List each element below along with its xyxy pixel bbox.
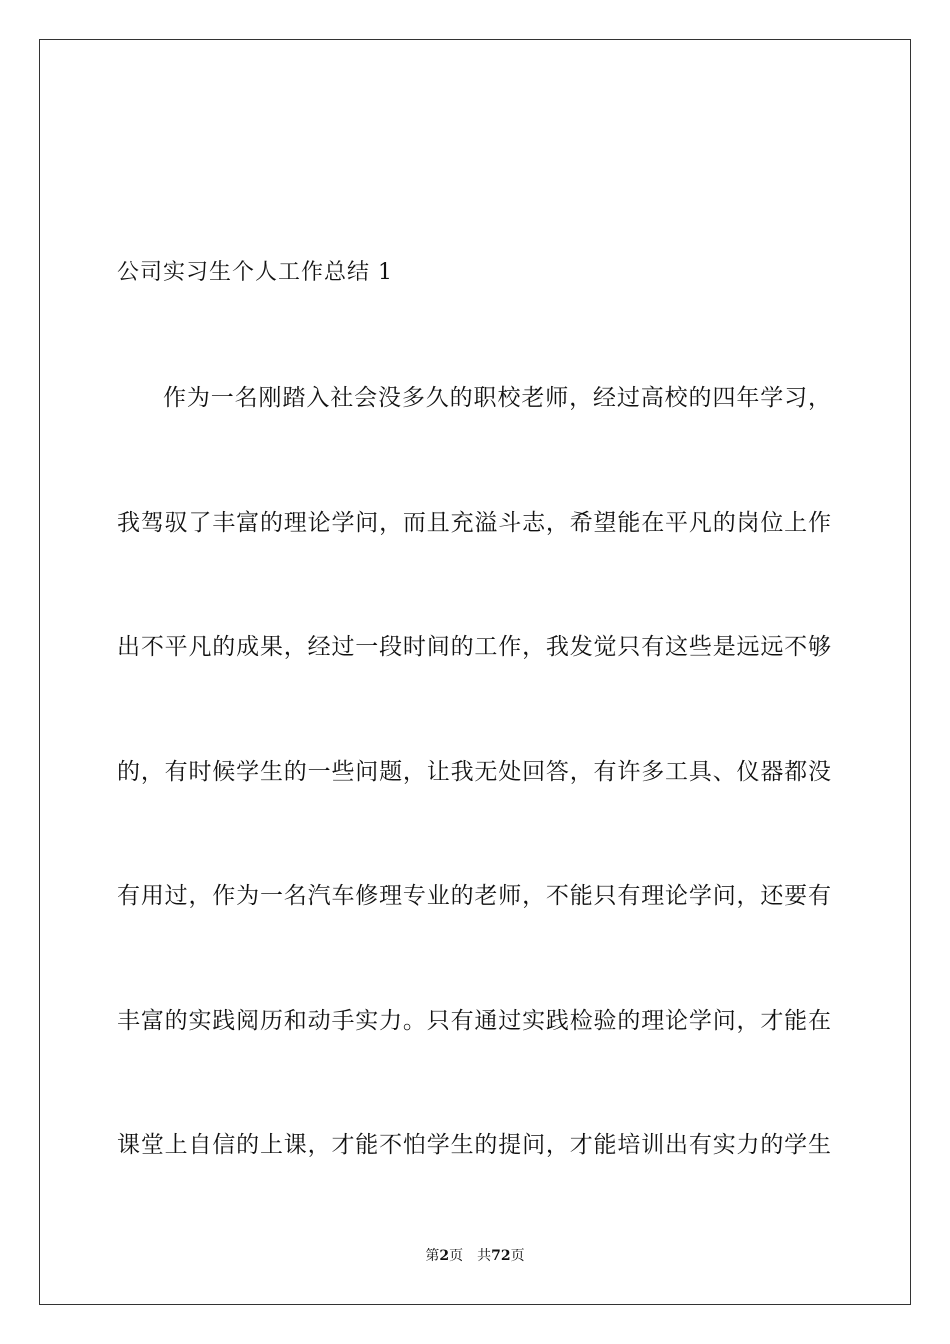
page-footer — [0, 1246, 950, 1266]
total-pages: 72 — [491, 1248, 511, 1264]
paragraph-line-4: 的，有时候学生的一些问题，让我无处回答，有许多工具、仪器都没 — [117, 759, 831, 785]
page-suffix: 页 — [449, 1248, 464, 1264]
paragraph-line-1: 作为一名刚踏入社会没多久的职校老师，经过高校的四年学习， — [163, 385, 831, 411]
paragraph-line-5: 有用过，作为一名汽车修理专业的老师，不能只有理论学问，还要有 — [117, 883, 831, 909]
page-number: 2 — [439, 1248, 450, 1264]
document-title: 公司实习生个人工作总结 1 — [117, 260, 393, 285]
page-border — [39, 39, 911, 1305]
paragraph-line-6: 丰富的实践阅历和动手实力。只有通过实践检验的理论学问，才能在 — [117, 1008, 831, 1034]
paragraph-line-7: 课堂上自信的上课，才能不怕学生的提问，才能培训出有实力的学生 — [117, 1132, 831, 1158]
page-prefix: 第 — [425, 1248, 440, 1264]
total-prefix: 共 — [477, 1248, 492, 1264]
paragraph-line-3: 出不平凡的成果，经过一段时间的工作，我发觉只有这些是远远不够 — [117, 634, 831, 660]
total-suffix: 页 — [510, 1248, 525, 1264]
paragraph-line-2: 我驾驭了丰富的理论学问，而且充溢斗志，希望能在平凡的岗位上作 — [117, 510, 831, 536]
